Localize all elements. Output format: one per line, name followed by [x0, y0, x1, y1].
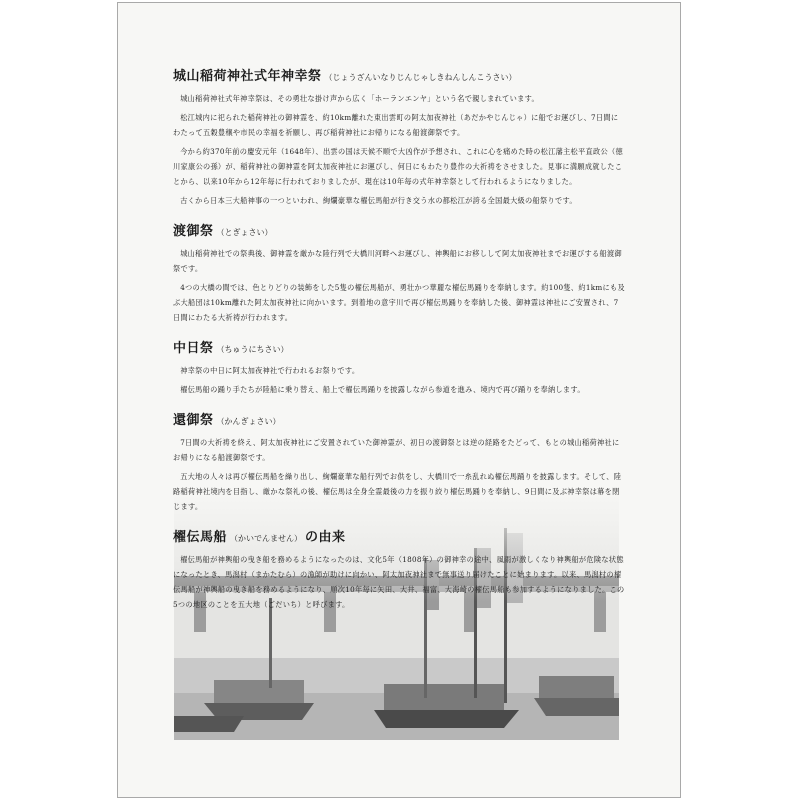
paragraph: 古くから日本三大船神事の一つといわれ、絢爛豪華な櫂伝馬船が行き交う水の都松江が誇る全国最大級の船祭りです。: [180, 196, 577, 205]
section-title: 還御祭: [173, 413, 214, 428]
section-reading: （とぎょさい）: [216, 228, 273, 237]
paragraph: 城山稲荷神社での祭典後、御神霊を厳かな陸行列で大橋川河畔へお運びし、神輿船にお移しして阿太加夜神社までお運びする船渡御祭です。: [173, 249, 622, 273]
document-page: [117, 2, 681, 798]
paragraph: 神幸祭の中日に阿太加夜神社で行われるお祭りです。: [180, 366, 360, 375]
paragraph: 五大地の人々は再び櫂伝馬船を繰り出し、絢爛豪華な船行列でお供をし、大橋川で一糸乱れぬ櫂伝馬踊りを披露します。そして、陸路稲荷神社境内を目指し、厳かな祭礼の後、櫂伝馬は全身全霊最後の力を振り絞り櫂伝馬踊りを奉納し、9日間に及ぶ神幸祭は幕を閉じます。: [173, 472, 622, 511]
section-title: 櫂伝馬船: [173, 530, 228, 545]
section-chunichisai: [173, 340, 625, 397]
section-heading: [173, 412, 625, 431]
paragraph: 櫂伝馬船の踊り手たちが陸船に乗り替え、船上で櫂伝馬踊りを披露しながら参道を進み、境内で再び踊りを奉納します。: [180, 385, 585, 394]
paragraph: 城山稲荷神社式年神幸祭は、その勇壮な掛け声から広く「ホーランエンヤ」という名で親しまれています。: [180, 94, 540, 103]
section-reading: （かいでんません）: [230, 534, 303, 543]
section-kangyosai: [173, 412, 625, 514]
section-kaidensen: [173, 529, 625, 612]
section-reading: （じょうざんいなりじんじゃしきねんしんこうさい）: [324, 73, 517, 82]
section-title: 城山稲荷神社式年神幸祭: [173, 69, 322, 84]
section-shinkosai: [173, 68, 625, 208]
section-heading: [173, 223, 625, 242]
section-title: 中日祭: [173, 341, 214, 356]
section-togyosai: [173, 223, 625, 325]
section-heading: [173, 340, 625, 359]
paragraph: 今から約370年前の慶安元年（1648年）、出雲の国は天候不順で大凶作が予想され、これに心を痛めた時の松江藩主松平直政公（徳川家康公の孫）が、稲荷神社の御神霊を阿太加夜神社にお運びし、何日にもわたり豊作の大祈祷をさせました。見事に満願成就したことから、以来10年から12年毎に行われておりましたが、現在は10年毎の式年神幸祭として行われるようになりました。: [173, 147, 623, 186]
section-reading: （かんぎょさい）: [216, 417, 281, 426]
section-title: 渡御祭: [173, 224, 214, 239]
paragraph: 4つの大橋の間では、色とりどりの装飾をした5隻の櫂伝馬船が、勇壮かつ華麗な櫂伝馬踊りを奉納します。約100隻、約1kmにも及ぶ大船団は10km離れた阿太加夜神社に向かいます。到着地の意宇川で再び櫂伝馬踊りを奉納した後、御神霊は神社にご安置され、7日間にわたる大祈祷が行われます。: [173, 283, 625, 322]
section-heading: [173, 68, 625, 87]
section-heading: [173, 529, 625, 548]
paragraph: 松江城内に祀られた稲荷神社の御神霊を、約10km離れた東出雲町の阿太加夜神社（あだかやじんじゃ）に船でお運びし、7日間にわたって五穀豊穣や市民の幸福を祈願し、再び稲荷神社にお帰りになる船渡御祭です。: [173, 113, 619, 137]
section-title-suffix: の由来: [305, 530, 346, 545]
document-content: [173, 68, 625, 627]
paragraph: 7日間の大祈祷を終え、阿太加夜神社にご安置されていた御神霊が、初日の渡御祭とは逆の経路をたどって、もとの城山稲荷神社にお帰りになる船渡御祭です。: [173, 438, 620, 462]
section-reading: （ちゅうにちさい）: [216, 345, 289, 354]
paragraph: 櫂伝馬船が神輿船の曳き船を務めるようになったのは、文化5年（1808年）の御神幸の途中、風雨が激しくなり神輿船が危険な状態になったとき、馬潟村（まかたむら）の漁師が助けに向かい、阿太加夜神社まで無事送り届けたことに始まります。以来、馬潟村の櫂伝馬船が神輿船の曳き船を務めるようになり、順次10年毎に矢田、大井、福富、大海崎の櫂伝馬船も参加するようになりました。この5つの地区のことを五大地（ごだいち）と呼びます。: [173, 555, 625, 609]
